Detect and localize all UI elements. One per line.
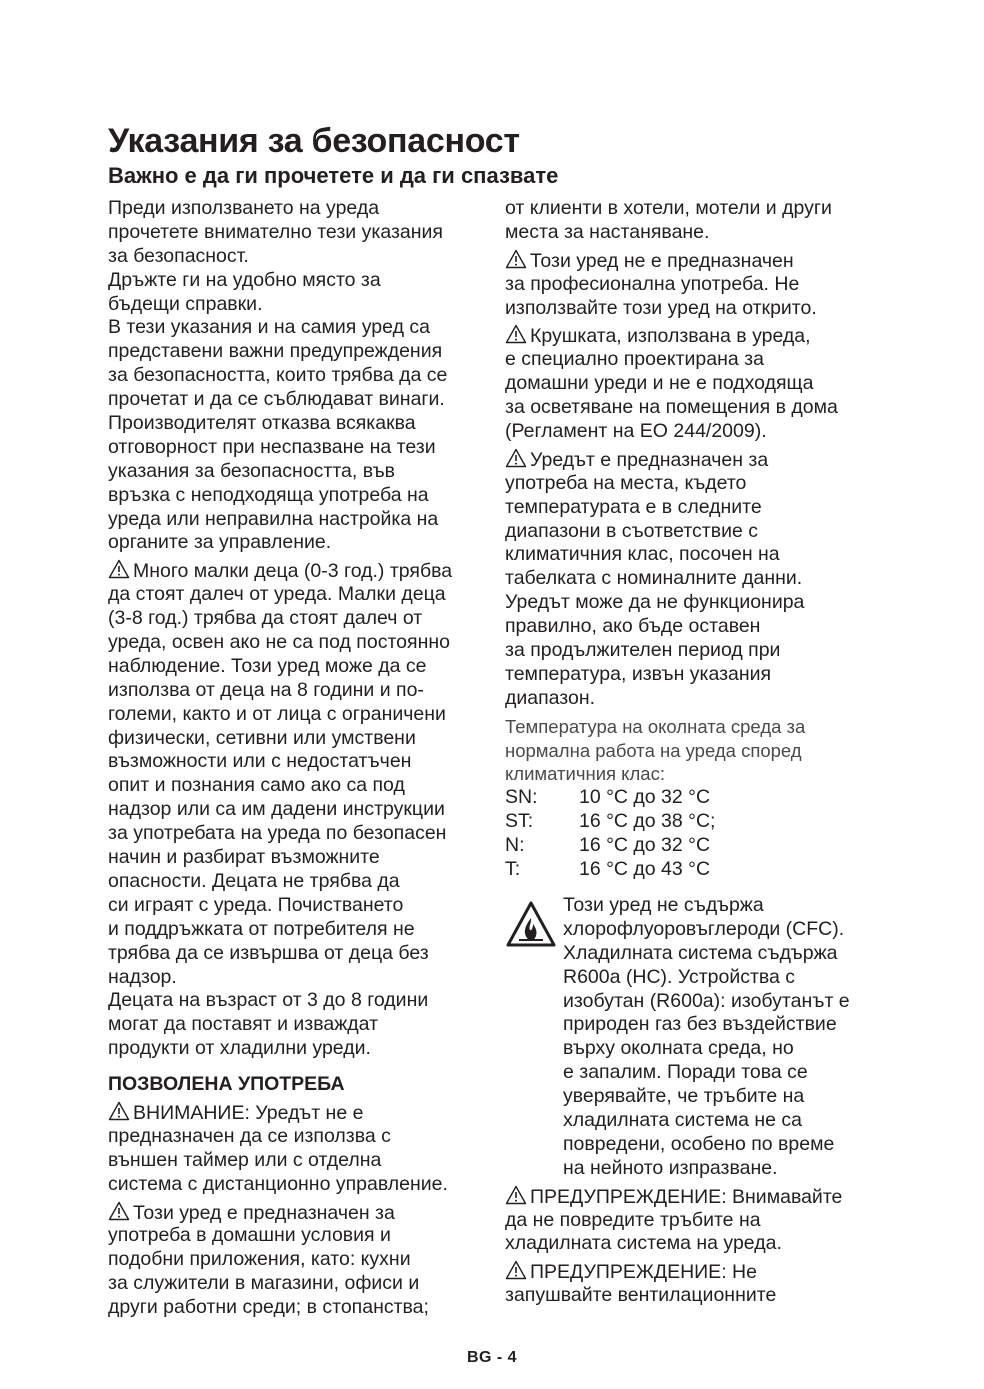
temperature-row xyxy=(505,834,875,858)
text-line: хладилната система не са xyxy=(563,1108,803,1131)
text-line: хладилната система на уреда. xyxy=(505,1232,782,1255)
text-line: (3-8 год.) трябва да стоят далеч от xyxy=(108,607,423,630)
text-line: Уредът може да не функционира xyxy=(505,591,805,614)
text-line: хлорофлуоровъглероди (CFC). xyxy=(563,917,845,940)
climate-class: N: xyxy=(505,834,525,857)
text-line: е запалим. Поради това се xyxy=(563,1061,808,1084)
warning-icon xyxy=(108,1201,130,1221)
attention-warning xyxy=(108,1101,484,1197)
text-line: уреда или неправилна настройка на xyxy=(108,507,439,530)
professional-use-warning xyxy=(505,249,875,321)
text-line: Крушката, използвана в уреда, xyxy=(505,324,875,348)
text-line: продукти от хладилни уреди. xyxy=(108,1037,371,1060)
text-line: опит и познания само ако са под xyxy=(108,774,405,797)
text-line: и поддръжката от потребителя не xyxy=(108,917,415,940)
text-line: подобни приложения, като: кухни xyxy=(108,1248,411,1271)
temperature-range: 16 °C до 32 °C xyxy=(579,834,711,857)
text-line: от клиенти в хотели, мотели и други xyxy=(505,197,832,219)
text-line: природен газ без въздействие xyxy=(563,1013,837,1036)
text-line: за безопасност. xyxy=(108,244,249,267)
temperature-row xyxy=(505,810,875,834)
warning-icon xyxy=(505,448,527,468)
temperature-row xyxy=(505,786,875,810)
ambient-note xyxy=(505,715,875,787)
text-line: правилно, ако бъде оставен xyxy=(505,615,761,638)
warning-icon xyxy=(505,324,527,344)
text-line: прочетете внимателно тези указания xyxy=(108,220,443,243)
text-line: (Регламент на ЕО 244/2009). xyxy=(505,420,767,443)
text-line: върху околната среда, но xyxy=(563,1037,794,1060)
text-line: външен таймер или с отделна xyxy=(108,1148,382,1171)
temperature-row xyxy=(505,858,875,882)
flammable-warning-icon xyxy=(505,900,557,948)
intro-paragraph xyxy=(108,197,484,555)
continued-paragraph xyxy=(505,197,875,245)
text-line: Производителят отказва всякаква xyxy=(108,412,416,435)
text-line: предназначен да се използва с xyxy=(108,1124,391,1147)
text-line: изобутан (R600a): изобутанът е xyxy=(563,989,850,1012)
flammable-block xyxy=(505,894,875,1181)
text-line: домашни уреди и не е подходяща xyxy=(505,372,814,395)
text-line: представени важни предупреждения xyxy=(108,340,443,363)
temperature-range: 16 °C до 43 °C xyxy=(579,858,711,881)
text-line: могат да поставят и изваждат xyxy=(108,1013,379,1036)
text-line: физически, сетивни или умствени xyxy=(108,726,416,749)
text-line: за продължителен период при xyxy=(505,639,781,662)
text-line: наблюдение. Този уред може да се xyxy=(108,654,427,677)
warning-icon xyxy=(108,1101,130,1121)
text-line: указания за безопасността, във xyxy=(108,459,395,482)
text-line: R600a (HC). Устройства с xyxy=(563,965,796,988)
text-line: за служители в магазини, офиси и xyxy=(108,1272,420,1295)
text-line: места за настаняване. xyxy=(505,220,710,243)
text-line: диапазони в съответствие с xyxy=(505,519,759,542)
warning-icon xyxy=(505,1260,527,1280)
text-line: надзор или са им дадени инструкции xyxy=(108,798,445,821)
text-line: си играят с уреда. Почистването xyxy=(108,893,404,916)
text-line: Хладилната система съдържа xyxy=(563,941,838,964)
climate-class: ST: xyxy=(505,810,534,833)
text-line: Преди използването на уреда xyxy=(108,197,380,219)
pipe-damage-warning xyxy=(505,1185,875,1257)
text-line: климатичния клас: xyxy=(505,763,665,785)
temperature-range: 16 °C до 38 °C; xyxy=(579,810,716,833)
warning-icon xyxy=(505,249,527,269)
text-line: връзка с неподходяща употреба на xyxy=(108,483,429,506)
right-column xyxy=(505,197,875,1308)
text-line: надзор. xyxy=(108,965,177,988)
text-line: да не повредите тръбите на xyxy=(505,1208,761,1231)
text-line: Температура на околната среда за xyxy=(505,715,806,737)
text-line: органите за управление. xyxy=(108,531,332,554)
text-line: начин и разбират възможните xyxy=(108,846,380,869)
text-line: за употребата на уреда по безопасен xyxy=(108,822,447,845)
text-line: употреба на места, където xyxy=(505,471,747,494)
text-line: на нейното изпразване. xyxy=(563,1156,778,1179)
text-line: трябва да се извършва от деца без xyxy=(108,941,429,964)
text-line: използвайте този уред на открито. xyxy=(505,296,817,319)
bulb-warning xyxy=(505,324,875,443)
warning-icon xyxy=(505,1185,527,1205)
text-line: Дръжте ги на удобно място за xyxy=(108,268,381,291)
text-line: уреда, освен ако не са под постоянно xyxy=(108,631,450,654)
section-heading: ПОЗВОЛЕНА УПОТРЕБА xyxy=(108,1073,345,1096)
text-line: ПРЕДУПРЕЖДЕНИЕ: Не xyxy=(505,1260,875,1284)
text-line: да стоят далеч от уреда. Малки деца xyxy=(108,583,446,606)
text-line: запушвайте вентилационните xyxy=(505,1284,777,1307)
text-line: отговорност при неспазване на тези xyxy=(108,435,436,458)
text-line: повредени, особено по време xyxy=(563,1132,835,1155)
text-line: употреба в домашни условия и xyxy=(108,1224,391,1247)
text-line: табелката с номиналните данни. xyxy=(505,567,803,590)
text-line: възможности или с недостатъчен xyxy=(108,750,412,773)
ventilation-warning xyxy=(505,1260,875,1308)
text-line: температурата е в следните xyxy=(505,495,762,518)
page-subtitle: Важно е да ги прочетете и да ги спазвате xyxy=(108,163,559,188)
text-line: ПРЕДУПРЕЖДЕНИЕ: Внимавайте xyxy=(505,1185,875,1209)
text-line: климатичния клас, посочен на xyxy=(505,543,780,566)
text-line: Този уред не съдържа xyxy=(563,893,764,916)
left-column xyxy=(108,197,484,1320)
text-line: други работни среди; в стопанства; xyxy=(108,1296,429,1319)
text-line: прочетат и да се съблюдават винаги. xyxy=(108,388,445,411)
flammable-text xyxy=(563,894,850,1181)
text-line: бъдещи справки. xyxy=(108,292,263,315)
text-line: за професионална употреба. Не xyxy=(505,272,800,295)
text-line: ВНИМАНИЕ: Уредът не е xyxy=(108,1101,484,1125)
text-line: за осветяване на помещения в дома xyxy=(505,396,838,419)
climate-class: T: xyxy=(505,858,521,881)
text-line: В тези указания и на самия уред са xyxy=(108,316,430,339)
page-title: Указания за безопасност xyxy=(108,122,520,160)
text-line: Уредът е предназначен за xyxy=(505,448,875,472)
text-line: система с дистанционно управление. xyxy=(108,1172,448,1195)
text-line: диапазон. xyxy=(505,686,596,709)
climate-warning xyxy=(505,448,875,711)
climate-class: SN: xyxy=(505,786,538,809)
text-line: опасности. Децата не трябва да xyxy=(108,869,400,892)
page-number: BG - 4 xyxy=(466,1349,518,1366)
text-line: уверявайте, че тръбите на xyxy=(563,1085,805,1108)
text-line: Децата на възраст от 3 до 8 години xyxy=(108,989,429,1012)
temperature-range: 10 °C до 32 °C xyxy=(579,786,711,809)
domestic-use-warning xyxy=(108,1201,484,1320)
warning-icon xyxy=(108,559,130,579)
text-line: е специално проектирана за xyxy=(505,348,764,371)
text-line: Много малки деца (0-3 год.) трябва xyxy=(108,559,484,583)
text-line: големи, както и от лица с ограничени xyxy=(108,702,446,725)
children-warning xyxy=(108,559,484,1061)
text-line: нормална работа на уреда според xyxy=(505,739,802,761)
text-line: Този уред е предназначен за xyxy=(108,1201,484,1225)
text-line: температура, извън указания xyxy=(505,662,772,685)
text-line: Този уред не е предназначен xyxy=(505,249,875,273)
temperature-table xyxy=(505,786,875,882)
text-line: за безопасността, които трябва да се xyxy=(108,364,448,387)
text-line: използва от деца на 8 години и по- xyxy=(108,678,424,701)
